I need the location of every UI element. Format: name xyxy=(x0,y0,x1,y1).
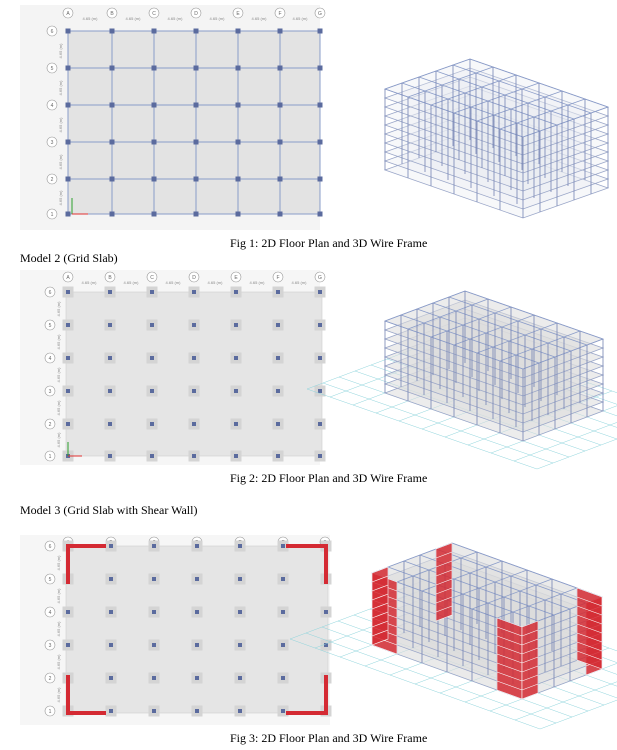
column xyxy=(66,290,70,294)
column xyxy=(152,709,156,713)
column xyxy=(152,643,156,647)
svg-text:5: 5 xyxy=(48,577,52,583)
bay-label: 4.65 (m) xyxy=(56,687,61,703)
column xyxy=(152,610,156,614)
column xyxy=(152,577,156,581)
column xyxy=(318,66,323,71)
svg-text:4: 4 xyxy=(48,356,52,362)
column xyxy=(318,140,323,145)
fig1-floor-plan xyxy=(20,5,320,230)
svg-text:3: 3 xyxy=(48,389,52,395)
column xyxy=(278,177,283,182)
column xyxy=(66,212,71,217)
grid-bubble xyxy=(107,8,117,18)
column xyxy=(318,177,323,182)
bay-label: 4.65 (m) xyxy=(58,43,63,59)
svg-text:C: C xyxy=(152,11,156,17)
svg-text:5: 5 xyxy=(50,66,54,72)
column xyxy=(318,103,323,108)
column xyxy=(276,422,280,426)
column xyxy=(194,140,199,145)
column xyxy=(278,140,283,145)
column xyxy=(236,140,241,145)
bay-label: 4.65 (m) xyxy=(56,432,61,448)
column xyxy=(108,422,112,426)
column xyxy=(152,676,156,680)
svg-text:1: 1 xyxy=(48,709,52,715)
column xyxy=(234,389,238,393)
column xyxy=(195,709,199,713)
bay-label: 4.65 (m) xyxy=(292,16,308,21)
bay-label: 4.65 (m) xyxy=(82,16,98,21)
svg-text:4: 4 xyxy=(50,103,54,109)
bay-label: 4.65 (m) xyxy=(56,555,61,571)
column xyxy=(236,103,241,108)
column xyxy=(66,29,71,34)
column xyxy=(234,454,238,458)
svg-text:E: E xyxy=(234,275,238,281)
column xyxy=(236,66,241,71)
bay-label: 4.65 (m) xyxy=(58,80,63,96)
column xyxy=(236,177,241,182)
svg-text:6: 6 xyxy=(48,544,52,550)
column xyxy=(109,643,113,647)
column xyxy=(276,454,280,458)
column xyxy=(66,177,71,182)
column xyxy=(66,422,70,426)
model3-heading: Model 3 (Grid Slab with Shear Wall) xyxy=(20,503,198,517)
column xyxy=(234,323,238,327)
fig3-floor-plan xyxy=(20,535,330,725)
column xyxy=(152,212,157,217)
svg-text:2: 2 xyxy=(48,422,52,428)
column xyxy=(276,356,280,360)
fig2-floor-plan xyxy=(20,270,320,465)
column xyxy=(278,212,283,217)
column xyxy=(281,577,285,581)
shear-wall xyxy=(66,675,70,715)
column xyxy=(278,66,283,71)
column xyxy=(281,643,285,647)
svg-text:1: 1 xyxy=(50,212,54,218)
column xyxy=(192,422,196,426)
svg-text:1: 1 xyxy=(48,454,52,460)
column xyxy=(152,140,157,145)
grid-bubble xyxy=(47,26,57,36)
grid-bubble xyxy=(63,272,73,282)
fig3-3d-wireframe xyxy=(332,535,617,725)
column xyxy=(318,422,322,426)
grid-bubble xyxy=(45,640,55,650)
bay-label: 4.65 (m) xyxy=(58,190,63,206)
column xyxy=(318,323,322,327)
column xyxy=(108,389,112,393)
svg-text:A: A xyxy=(66,275,70,281)
column xyxy=(318,29,323,34)
grid-bubble xyxy=(45,451,55,461)
column xyxy=(238,709,242,713)
svg-text:2: 2 xyxy=(48,676,52,682)
grid-bubble xyxy=(47,209,57,219)
grid-bubble xyxy=(47,100,57,110)
column xyxy=(194,103,199,108)
fig1-slab xyxy=(68,31,320,214)
column xyxy=(150,422,154,426)
column xyxy=(66,356,70,360)
column xyxy=(238,610,242,614)
column xyxy=(150,356,154,360)
column xyxy=(318,389,322,393)
bay-label: 4.65 (m) xyxy=(58,154,63,170)
column xyxy=(194,29,199,34)
column xyxy=(150,323,154,327)
bay-label: 4.65 (m) xyxy=(249,280,265,285)
column xyxy=(238,544,242,548)
column xyxy=(195,577,199,581)
svg-text:6: 6 xyxy=(50,29,54,35)
grid-bubble xyxy=(45,574,55,584)
column xyxy=(278,103,283,108)
bay-label: 4.65 (m) xyxy=(56,367,61,383)
column xyxy=(195,610,199,614)
column xyxy=(110,103,115,108)
model2-heading: Model 2 (Grid Slab) xyxy=(20,251,118,265)
column xyxy=(110,29,115,34)
column xyxy=(110,177,115,182)
shear-wall xyxy=(324,675,328,715)
column xyxy=(108,323,112,327)
bay-label: 4.65 (m) xyxy=(251,16,267,21)
column xyxy=(152,66,157,71)
bay-label: 4.65 (m) xyxy=(125,16,141,21)
grid-bubble xyxy=(47,137,57,147)
fig2-caption: Fig 2: 2D Floor Plan and 3D Wire Frame xyxy=(230,471,428,485)
column xyxy=(150,454,154,458)
column xyxy=(152,29,157,34)
column xyxy=(109,709,113,713)
grid-bubble xyxy=(45,353,55,363)
bay-label: 4.65 (m) xyxy=(58,117,63,133)
column xyxy=(109,577,113,581)
bay-label: 4.65 (m) xyxy=(81,280,97,285)
column xyxy=(276,323,280,327)
column xyxy=(152,544,156,548)
column xyxy=(281,544,285,548)
column xyxy=(152,177,157,182)
column xyxy=(66,103,71,108)
column xyxy=(108,454,112,458)
grid-bubble xyxy=(315,8,325,18)
fig2-slab xyxy=(66,292,322,456)
column xyxy=(192,290,196,294)
column xyxy=(150,389,154,393)
column xyxy=(194,177,199,182)
grid-bubble xyxy=(45,320,55,330)
column xyxy=(234,356,238,360)
column xyxy=(109,610,113,614)
column xyxy=(318,290,322,294)
grid-bubble xyxy=(45,541,55,551)
column xyxy=(108,290,112,294)
column xyxy=(194,212,199,217)
svg-text:G: G xyxy=(318,275,322,281)
svg-text:F: F xyxy=(276,275,280,281)
svg-text:G: G xyxy=(318,11,322,17)
bay-label: 4.65 (m) xyxy=(56,301,61,317)
column xyxy=(192,356,196,360)
column xyxy=(195,544,199,548)
bay-label: 4.65 (m) xyxy=(167,16,183,21)
grid-bubble xyxy=(191,8,201,18)
column xyxy=(281,610,285,614)
svg-text:B: B xyxy=(110,11,114,17)
column xyxy=(66,389,70,393)
bay-label: 4.65 (m) xyxy=(123,280,139,285)
svg-text:4: 4 xyxy=(48,610,52,616)
column xyxy=(66,66,71,71)
column xyxy=(66,643,70,647)
bay-label: 4.65 (m) xyxy=(207,280,223,285)
column xyxy=(150,290,154,294)
grid-bubble xyxy=(45,673,55,683)
svg-text:C: C xyxy=(150,275,154,281)
column xyxy=(110,212,115,217)
fig3-slab xyxy=(66,546,328,713)
svg-text:B: B xyxy=(108,275,112,281)
svg-text:D: D xyxy=(192,275,196,281)
column xyxy=(109,544,113,548)
grid-bubble xyxy=(273,272,283,282)
column xyxy=(192,454,196,458)
bay-label: 4.65 (m) xyxy=(291,280,307,285)
grid-bubble xyxy=(45,419,55,429)
column xyxy=(109,676,113,680)
grid-bubble xyxy=(47,174,57,184)
column xyxy=(195,676,199,680)
shear-wall xyxy=(286,544,328,548)
grid-bubble xyxy=(189,272,199,282)
grid-bubble xyxy=(105,272,115,282)
bay-label: 4.65 (m) xyxy=(56,400,61,416)
column xyxy=(236,29,241,34)
column xyxy=(318,212,323,217)
column xyxy=(66,610,70,614)
column xyxy=(234,290,238,294)
column xyxy=(278,29,283,34)
grid-bubble xyxy=(233,8,243,18)
bay-label: 4.65 (m) xyxy=(56,588,61,604)
column xyxy=(194,66,199,71)
column xyxy=(152,103,157,108)
column xyxy=(66,323,70,327)
fig1-3d-wireframe xyxy=(330,40,615,225)
grid-bubble xyxy=(45,706,55,716)
fig1-caption: Fig 1: 2D Floor Plan and 3D Wire Frame xyxy=(230,236,428,250)
bay-label: 4.65 (m) xyxy=(56,334,61,350)
column xyxy=(276,290,280,294)
svg-text:5: 5 xyxy=(48,323,52,329)
column xyxy=(110,66,115,71)
svg-text:3: 3 xyxy=(48,643,52,649)
fig3-caption: Fig 3: 2D Floor Plan and 3D Wire Frame xyxy=(230,731,428,745)
grid-bubble xyxy=(315,272,325,282)
column xyxy=(276,389,280,393)
grid-bubble xyxy=(63,8,73,18)
shear-wall xyxy=(66,544,106,548)
svg-text:3: 3 xyxy=(50,140,54,146)
grid-bubble xyxy=(147,272,157,282)
column xyxy=(66,140,71,145)
grid-bubble xyxy=(45,287,55,297)
shear-wall xyxy=(286,711,328,715)
shear-wall xyxy=(66,544,70,584)
grid-bubble xyxy=(275,8,285,18)
bay-label: 4.65 (m) xyxy=(56,621,61,637)
column xyxy=(192,389,196,393)
grid-bubble xyxy=(45,386,55,396)
column xyxy=(324,610,328,614)
bay-label: 4.65 (m) xyxy=(209,16,225,21)
column xyxy=(238,643,242,647)
shear-wall xyxy=(324,544,328,584)
column xyxy=(318,454,322,458)
column xyxy=(281,709,285,713)
column xyxy=(195,643,199,647)
column xyxy=(236,212,241,217)
column xyxy=(281,676,285,680)
column xyxy=(108,356,112,360)
column xyxy=(192,323,196,327)
column xyxy=(110,140,115,145)
grid-bubble xyxy=(47,63,57,73)
column xyxy=(238,676,242,680)
column xyxy=(238,577,242,581)
shear-wall xyxy=(66,711,106,715)
svg-text:F: F xyxy=(278,11,282,17)
column xyxy=(318,356,322,360)
column xyxy=(234,422,238,426)
svg-text:D: D xyxy=(194,11,198,17)
fig2-3d-wireframe xyxy=(340,285,615,465)
bay-label: 4.65 (m) xyxy=(165,280,181,285)
bay-label: 4.65 (m) xyxy=(56,654,61,670)
grid-bubble xyxy=(231,272,241,282)
svg-text:2: 2 xyxy=(50,177,54,183)
grid-bubble xyxy=(45,607,55,617)
svg-text:A: A xyxy=(66,11,70,17)
svg-text:6: 6 xyxy=(48,290,52,296)
grid-bubble xyxy=(149,8,159,18)
svg-text:E: E xyxy=(236,11,240,17)
